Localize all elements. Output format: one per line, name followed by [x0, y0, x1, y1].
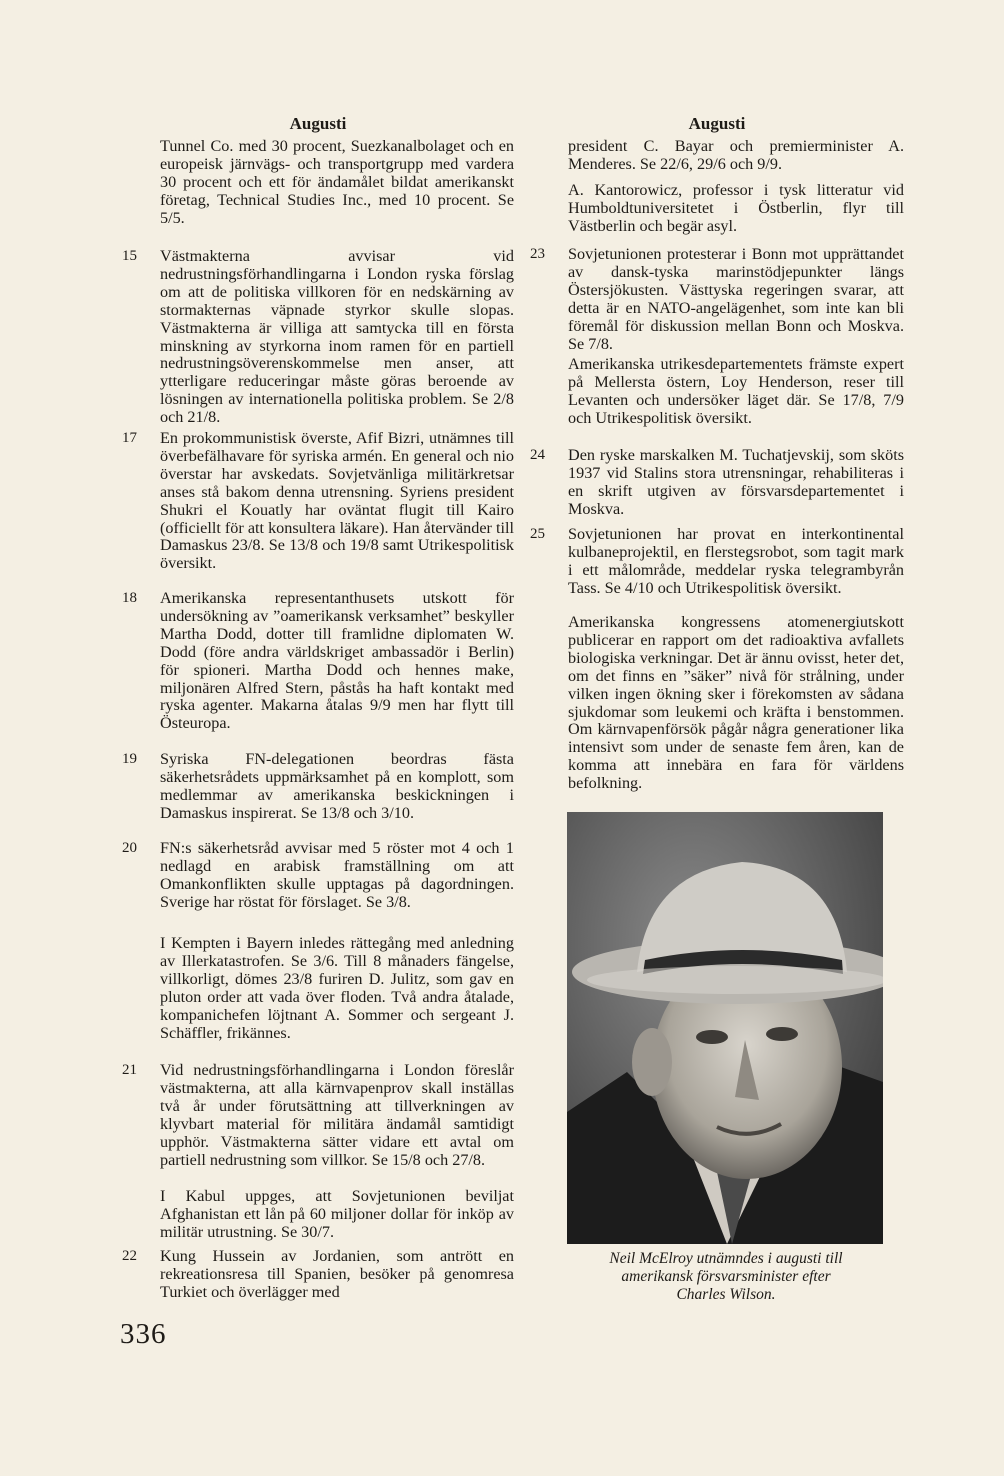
- portrait-photo: [567, 812, 883, 1244]
- photo-caption: [560, 1250, 892, 1304]
- entry-right-0: [530, 138, 904, 174]
- entry-day: 21: [122, 1062, 137, 1078]
- page-number: 336: [120, 1318, 167, 1350]
- entry-text: Den ryske marskalken M. Tuchatjevskij, som sköts 1937 vid Stalins stora utrensningar, rehabiliteras i en skrift utgiven av försvarsdepartementet i Moskva.: [568, 446, 904, 518]
- entry-day: 20: [122, 840, 137, 856]
- entry-left-0: [122, 138, 514, 228]
- entry-day: 24: [530, 447, 545, 463]
- caption-line: Neil McElroy utnämndes i augusti till: [609, 1250, 843, 1267]
- entry-left-9: [122, 1248, 514, 1302]
- entry-text: Sovjetunionen har provat en interkontinental kulbaneprojektil, en flerstegsrobot, som tagit mark i ett målområde, meddelar ryska telegrambyrån Tass. Se 4/10 och Utrikespolitisk översikt.: [568, 525, 904, 597]
- entry-left-7: [122, 1062, 514, 1169]
- portrait-illustration: [567, 812, 883, 1244]
- entry-left-1: [122, 248, 514, 427]
- entry-text: FN:s säkerhetsråd avvisar med 5 röster mot 4 och 1 nedlagd en arabisk framställning om att Omankonflikten skulle upptagas på dagordningen. Sverige har röstat för förslaget. Se 3/8.: [160, 839, 514, 911]
- entry-right-4: [530, 447, 904, 519]
- entry-text: Amerikanska representanthusets utskott för undersökning av ”oamerikansk verksamhet” beskyller Martha Dodd, dotter till framlidne diplomaten W. Dodd (före andra världskriget ambassadör i Berlin) för spioneri. Martha Dodd och hennes make, miljonären Alfred Stern, påstås ha haft kontakt med ryska agenter. Makarna åtalas 9/9 men har flytt till Östeuropa.: [160, 589, 514, 733]
- entry-left-6: [122, 935, 514, 1042]
- entry-text: En prokommunistisk överste, Afif Bizri, utnämnes till överbefälhavare för syriska armén. En general och nio överstar har avskedats. Sovjetvänliga militärkretsar anses stå bakom denna utrensning. Syriens president Shukri el Kouatly har oväntat flugit till Kairo (officiellt för att konsultera läkare). Han återvänder till Damaskus 23/8. Se 13/8 och 19/8 samt Utrikespolitisk översikt.: [160, 429, 514, 573]
- entry-text: Amerikanska utrikesdepartementets främste expert på Mellersta östern, Loy Henderson, reser till Levanten och undersöker läget där. Se 17/8, 7/9 och Utrikespolitisk översikt.: [568, 355, 904, 427]
- entry-right-3: [530, 356, 904, 428]
- entry-text: Kung Hussein av Jordanien, som antrött en rekreationsresa till Spanien, besöker på genomresa Turkiet och överlägger med: [160, 1247, 514, 1301]
- entry-text: I Kempten i Bayern inledes rättegång med anledning av Illerkatastrofen. Se 3/6. Till 8 månaders fängelse, villkorligt, dömes 23/8 furiren D. Julitz, som gav en pluton order att vada över floden. Två andra åtalade, kompanichefen löjtnant A. Sommer och sergeant J. Schäffler, frikännes.: [160, 934, 514, 1042]
- right-column-header: Augusti: [688, 114, 746, 133]
- entry-text: Syriska FN-delegationen beordras fästa säkerhetsrådets uppmärksamhet på en komplott, som medlemmar av amerikanska beskickningen i Damaskus inspirerat. Se 13/8 och 3/10.: [160, 750, 514, 822]
- entry-left-2: [122, 430, 514, 573]
- entry-right-5: [530, 526, 904, 598]
- entry-text: I Kabul uppges, att Sovjetunionen beviljat Afghanistan ett lån på 60 miljoner dollar för inköp av militär utrustning. Se 30/7.: [160, 1187, 514, 1241]
- entry-day: 25: [530, 526, 545, 542]
- entry-left-3: [122, 590, 514, 733]
- left-column-header: Augusti: [289, 114, 347, 133]
- entry-day: 19: [122, 751, 137, 767]
- entry-day: 18: [122, 590, 137, 606]
- entry-right-1: [530, 182, 904, 236]
- caption-line: Charles Wilson.: [676, 1286, 776, 1303]
- entry-text: president C. Bayar och premierminister A. Menderes. Se 22/6, 29/6 och 9/9.: [568, 137, 904, 173]
- entry-right-6: [530, 614, 904, 793]
- entry-text: A. Kantorowicz, professor i tysk litteratur vid Humboldtuniversitetet i Östberlin, flyr till Västberlin och begär asyl.: [568, 181, 904, 235]
- entry-left-4: [122, 751, 514, 823]
- entry-text: Sovjetunionen protesterar i Bonn mot upprättandet av dansk-tyska marinstödjepunkter längs Östersjökusten. Västtyska regeringen svarar, att detta är en NATO-angelägenhet, som inte kan bli föremål för diskussion mellan Bonn och Moskva. Se 7/8.: [568, 245, 904, 353]
- entry-day: 22: [122, 1248, 137, 1264]
- entry-day: 15: [122, 248, 137, 264]
- entry-left-8: [122, 1188, 514, 1242]
- entry-left-5: [122, 840, 514, 912]
- entry-text: Amerikanska kongressens atomenergiutskott publicerar en rapport om det radioaktiva avfallets biologiska verkningar. Det är ännu ovisst, heter det, om det finns en ”säker” nivå för strålning, under vilken ingen ökning sker i förekomsten av sådana sjukdomar som leukemi och kräfta i benstommen. Om kärnvapenförsök pågår några generationer lika intensivt som under de senaste fem åren, kan de komma att innebära en fara för världens befolkning.: [568, 613, 904, 793]
- entry-right-2: [530, 246, 904, 353]
- entry-text: Vid nedrustningsförhandlingarna i London föreslår västmakterna, att alla kärnvapenprov skall inställas två år under förutsättning att tillverkningen av klyvbart material för militära ändamål samtidigt upphör. Västmakterna sätter vidare ett avtal om partiell nedrustning som villkor. Se 15/8 och 27/8.: [160, 1061, 514, 1169]
- entry-text: Tunnel Co. med 30 procent, Suezkanalbolaget och en europeisk järnvägs- och transportgrupp med vardera 30 procent och ett för ändamålet bildat amerikanskt företag, Technical Studies Inc., med 10 procent. Se 5/5.: [160, 137, 514, 227]
- entry-day: 17: [122, 430, 137, 446]
- entry-text: Västmakterna avvisar vid nedrustningsförhandlingarna i London ryska förslag om att de politiska villkoren för en nedskärning av stormakternas väpnade styrkor skulle slopas. Västmakterna är villiga att samtycka till en första minskning av styrkorna inom ramen för en partiell nedrustningsöverenskommelse men anser, att ytterligare reduceringar måste göras beroende av lösningen av internationella politiska problem. Se 2/8 och 21/8.: [160, 247, 514, 427]
- caption-line: amerikansk försvarsminister efter: [621, 1268, 831, 1285]
- entry-day: 23: [530, 246, 545, 262]
